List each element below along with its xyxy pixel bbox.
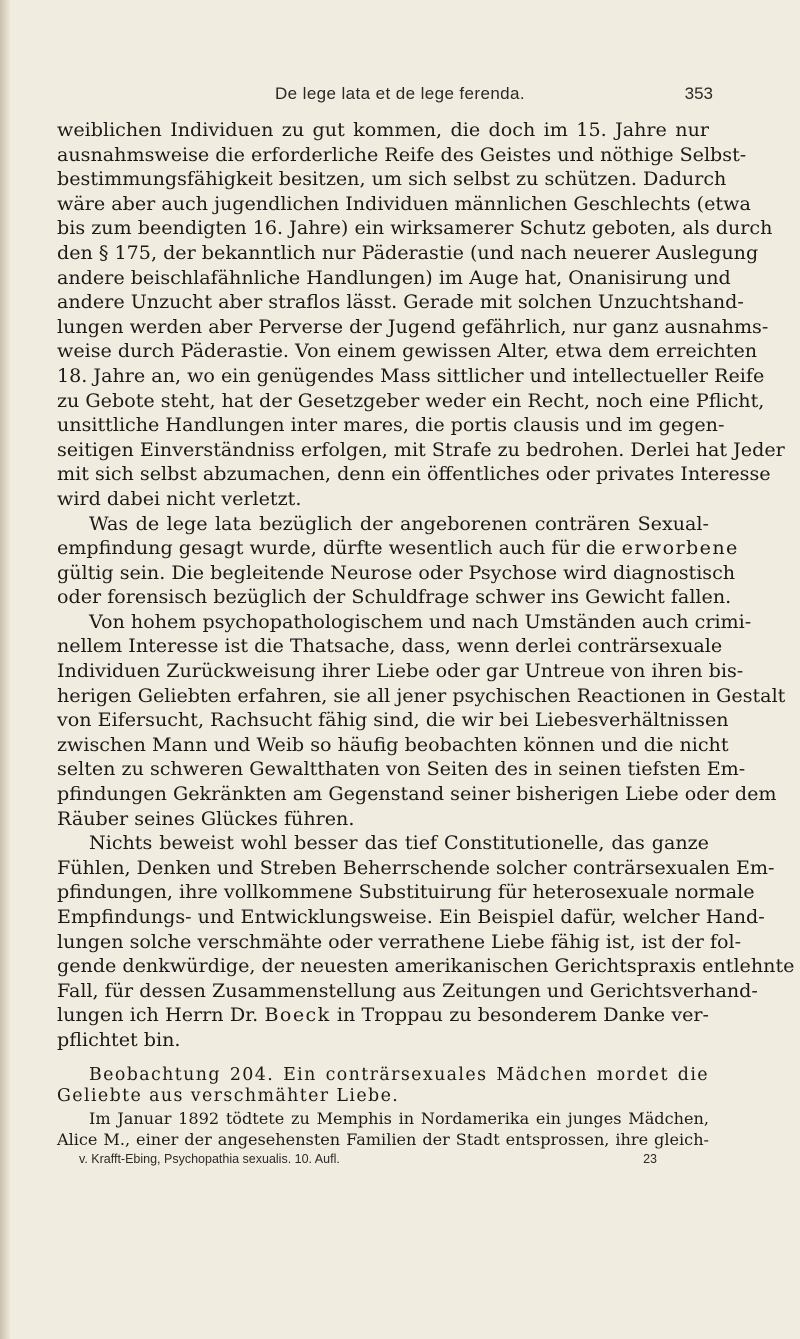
text-line: gültig sein. Die begleitende Neurose oder Psychose wird diagnostisch: [57, 560, 736, 584]
signature-work: Psychopathia sexualis. 10. Aufl.: [164, 1151, 340, 1166]
text-line: lungen werden aber Perverse der Jugend gefährlich, nur ganz ausnahms-: [57, 314, 769, 338]
page-body: [57, 118, 795, 1166]
text-line: [57, 1003, 709, 1028]
text-line: pfindungen, ihre vollkommene Substituirung für heterosexuale normale: [57, 880, 755, 904]
text-line: Von hohem psychopathologischem und nach Umständen auch crimi-: [89, 609, 752, 633]
text-line: nellem Interesse ist die Thatsache, dass, wenn derlei conträrsexuale: [57, 634, 723, 658]
text-line: Räuber seines Glückes führen.: [57, 806, 355, 830]
text-line: [57, 536, 739, 561]
text-line: lungen solche verschmähte oder verrathene Liebe fähig ist, ist der fol-: [57, 929, 742, 953]
text-line: Fühlen, Denken und Streben Beherrschende solcher conträrsexualen Em-: [57, 855, 775, 879]
page-left-edge-shadow: [0, 0, 10, 1339]
text-line: wird dabei nicht verletzt.: [57, 486, 302, 510]
emphasis-spaced-name: Boeck: [264, 1003, 331, 1027]
paragraph-1: [57, 118, 785, 512]
text-line: Nichts beweist wohl besser das tief Constitutionelle, das ganze: [89, 831, 709, 855]
paragraph-2: [57, 511, 739, 610]
paragraph-4: [57, 831, 795, 1052]
text-line: oder forensisch bezüglich der Schuldfrage schwer ins Gewicht fallen.: [57, 585, 732, 609]
text-run: empfindung gesagt wurde, dürfte wesentlich auch für die: [57, 536, 616, 560]
text-line: andere Unzucht aber straflos lässt. Gerade mit solchen Unzuchtshand-: [57, 290, 744, 314]
text-line: Empfindungs- und Entwicklungsweise. Ein Beispiel dafür, welcher Hand-: [57, 905, 765, 928]
text-line: wäre aber auch jugendlichen Individuen männlichen Geschlechts (etwa: [57, 191, 751, 215]
text-line: weise durch Päderastie. Von einem gewissen Alter, etwa dem erreichten: [57, 339, 758, 363]
text-line: Was de lege lata bezüglich der angeborenen conträren Sexual-: [89, 511, 709, 535]
page-header: [0, 84, 800, 110]
text-line: pflichtet bin.: [57, 1027, 181, 1051]
paragraph-3: [57, 609, 786, 831]
text-line: unsittliche Handlungen inter mares, die portis clausis und im gegen-: [57, 413, 725, 437]
text-line: Individuen Zurückweisung ihrer Liebe oder gar Untreue von ihren bis-: [57, 659, 744, 683]
observation-subheading: Geliebte aus verschmähter Liebe.: [57, 1086, 400, 1107]
text-run: lungen ich Herrn Dr.: [57, 1003, 259, 1027]
text-line: bestimmungsfähigkeit besitzen, um sich selbst zu schützen. Dadurch: [57, 167, 727, 191]
emphasis-spaced-word: erworbene: [621, 536, 739, 560]
text-line: Im Januar 1892 tödtete zu Memphis in Nordamerika ein junges Mädchen,: [89, 1108, 709, 1128]
observation-heading: Beobachtung 204. Ein conträrsexuales Mädchen mordet die: [89, 1064, 709, 1085]
text-line: seitigen Einverständniss erfolgen, mit Strafe zu bedrohen. Derlei hat Jeder: [57, 437, 785, 461]
signature-mark: 23: [643, 1151, 657, 1166]
running-head: De lege lata et de lege ferenda.: [274, 84, 526, 103]
text-line: ausnahmsweise die erforderliche Reife des Geistes und nöthige Selbst-: [57, 142, 747, 166]
signature-line: [57, 1152, 709, 1166]
observation-title: [57, 1065, 709, 1108]
text-run: in Troppau zu besonderem Danke ver-: [336, 1003, 709, 1027]
text-line: von Eifersucht, Rachsucht fähig sind, die wir bei Liebesverhältnissen: [57, 708, 729, 732]
text-line: selten zu schweren Gewaltthaten von Seiten des in seinen tiefsten Em-: [57, 757, 746, 781]
text-line: pfindungen Gekränkten am Gegenstand seiner bisherigen Liebe oder dem: [57, 782, 777, 806]
text-line: bis zum beendigten 16. Jahre) ein wirksamerer Schutz geboten, als durch: [57, 216, 773, 240]
text-line: gende denkwürdige, der neuesten amerikanischen Gerichtspraxis entlehnte: [57, 954, 795, 978]
text-line: zu Gebote steht, hat der Gesetzgeber weder ein Recht, noch eine Pflicht,: [57, 388, 765, 412]
page-number: 353: [684, 84, 713, 103]
text-line: Fall, für dessen Zusammenstellung aus Zeitungen und Gerichtsverhand-: [57, 978, 758, 1002]
text-line: weiblichen Individuen zu gut kommen, die doch im 15. Jahre nur: [57, 118, 709, 141]
text-line: zwischen Mann und Weib so häufig beobachten können und die nicht: [57, 732, 729, 756]
text-line: andere beischlafähnliche Handlungen) im Auge hat, Onanisirung und: [57, 265, 731, 289]
signature-author: v. Krafft-Ebing,: [79, 1151, 161, 1166]
observation-body: [57, 1108, 709, 1151]
text-line: herigen Geliebten erfahren, sie all jener psychischen Reactionen in Gestalt: [57, 683, 786, 707]
text-line: 18. Jahre an, wo ein genügendes Mass sittlicher und intellectueller Reife: [57, 363, 765, 387]
text-line: den § 175, der bekanntlich nur Päderastie (und nach neuerer Auslegung: [57, 240, 759, 264]
text-line: mit sich selbst abzumachen, denn ein öffentliches oder privates Interesse: [57, 462, 771, 486]
text-line: Alice M., einer der angesehensten Familien der Stadt entsprossen, ihre gleich-: [57, 1130, 709, 1150]
